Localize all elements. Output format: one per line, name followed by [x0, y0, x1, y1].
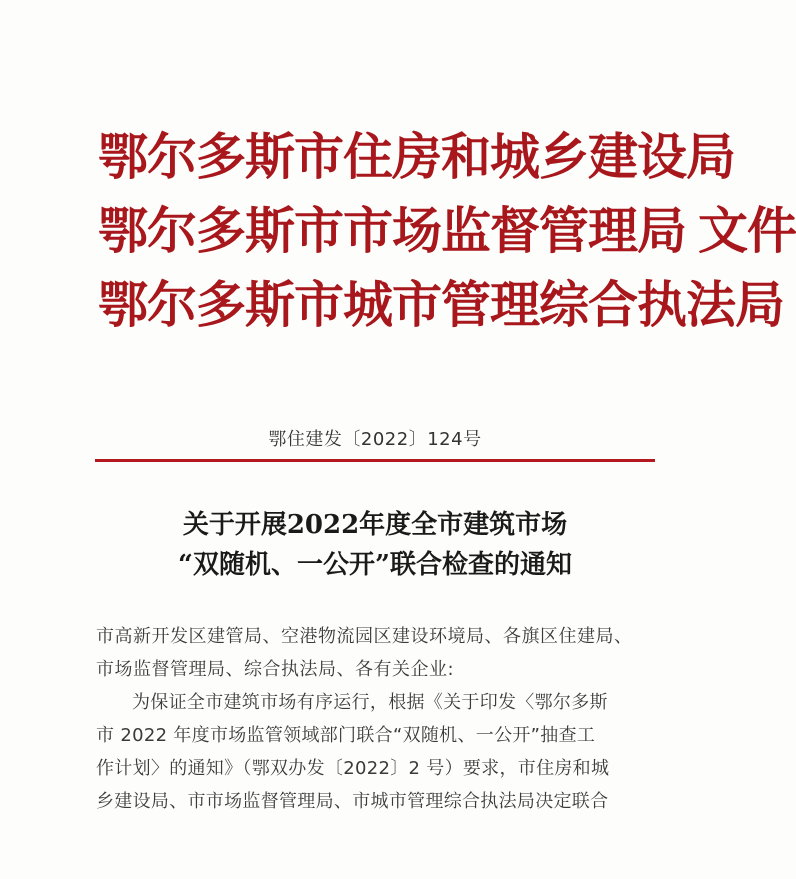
addressee — [96, 620, 696, 686]
title-line: “双随机、一公开”联合检查的通知 — [178, 550, 572, 580]
doc-type-label: 文件 — [698, 201, 796, 260]
issuer-housing-bureau — [98, 120, 735, 194]
issuer-name: 鄂尔多斯市城市管理综合执法局 — [98, 275, 784, 334]
issuer-market-supervision — [98, 194, 796, 268]
document-number: 鄂住建发〔2022〕124号 — [268, 429, 482, 450]
body-line: 为保证全市建筑市场有序运行，根据《关于印发〈鄂尔多斯 — [132, 692, 608, 713]
body-line: 作计划〉的通知》（鄂双办发〔2022〕2 号）要求，市住房和城 — [96, 758, 610, 779]
body-line: 市 2022 年度市场监管领域部门联合“双随机、一公开”抽查工 — [96, 725, 596, 746]
issuer-name: 鄂尔多斯市住房和城乡建设局 — [98, 127, 735, 186]
red-divider — [95, 459, 655, 462]
issuer-urban-management — [98, 268, 784, 342]
document-title — [0, 505, 750, 585]
addressee-line: 市高新开发区建管局、空港物流园区建设环境局、各旗区住建局、 — [96, 626, 633, 647]
issuing-authorities — [98, 120, 796, 342]
addressee-line: 市场监督管理局、综合执法局、各有关企业: — [96, 659, 455, 680]
title-line: 关于开展2022年度全市建筑市场 — [182, 510, 568, 540]
issuer-name: 鄂尔多斯市市场监督管理局 — [98, 201, 686, 260]
body-line: 乡建设局、市市场监督管理局、市城市管理综合执法局决定联合 — [96, 791, 609, 812]
body-paragraph — [96, 686, 676, 818]
